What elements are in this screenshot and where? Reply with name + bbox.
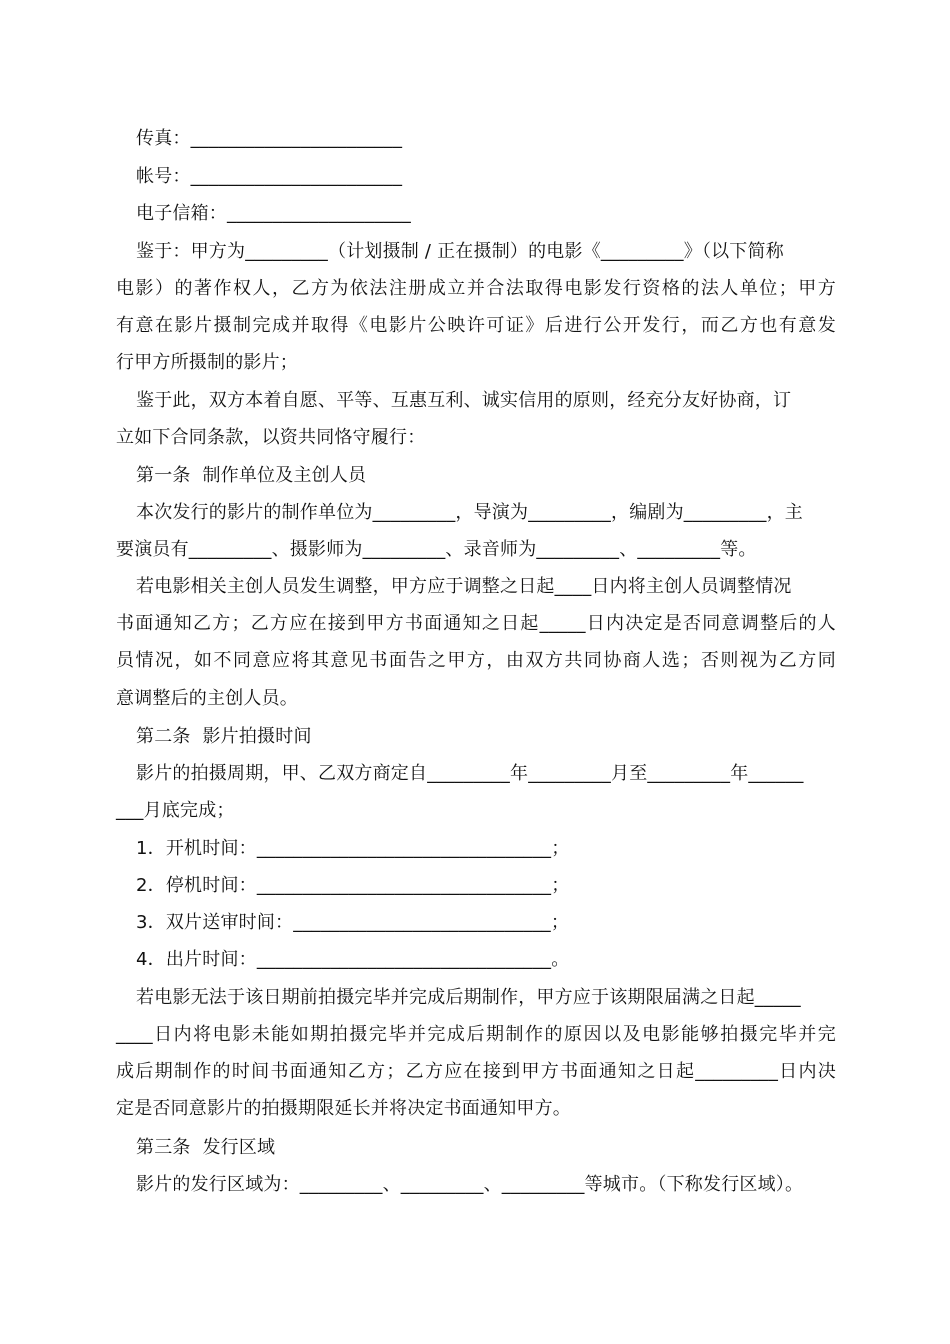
fax-line: 传真：_______________________ xyxy=(136,128,403,149)
schedule-item: 1．开机时间：________________________________； xyxy=(136,838,570,859)
article3-title: 第三条 发行区域 xyxy=(136,1137,276,1158)
article1-p1-line: 要演员有_________、摄影师为_________、录音师为_________、_________等。 xyxy=(116,539,757,560)
article2-p2-line: 成后期制作的时间书面通知乙方；乙方应在接到甲方书面通知之日起_________日内决 xyxy=(116,1061,836,1082)
article2-p2-line: 若电影无法于该日期前拍摄完毕并完成后期制作，甲方应于该期限届满之日起_____ xyxy=(136,987,801,1008)
article2-p1-line: 影片的拍摄周期，甲、乙双方商定自_________年_________月至_________年______ xyxy=(136,763,804,784)
account-line: 帐号：_______________________ xyxy=(136,166,403,187)
article2-title: 第二条 影片拍摄时间 xyxy=(136,726,312,747)
whereas1-line: 有意在影片摄制完成并取得《电影片公映许可证》后进行公开发行，而乙方也有意发 xyxy=(116,315,836,336)
article2-p2-line: 定是否同意影片的拍摄期限延长并将决定书面通知甲方。 xyxy=(116,1098,571,1119)
whereas1-line: 行甲方所摄制的影片； xyxy=(116,352,298,373)
whereas1-line: 电影）的著作权人，乙方为依法注册成立并合法取得电影发行资格的法人单位；甲方 xyxy=(116,278,836,299)
article1-p2-line: 意调整后的主创人员。 xyxy=(116,688,298,709)
whereas1-line: 鉴于：甲方为_________（计划摄制 / 正在摄制）的电影《_________》（以下简称 xyxy=(136,241,784,262)
whereas2-line: 鉴于此，双方本着自愿、平等、互惠互利、诚实信用的原则，经充分友好协商，订 xyxy=(136,390,792,411)
article1-p2-line: 书面通知乙方；乙方应在接到甲方书面通知之日起_____日内决定是否同意调整后的人 xyxy=(116,613,836,634)
whereas2-line: 立如下合同条款，以资共同恪守履行： xyxy=(116,427,426,448)
article2-p2-line: ____日内将电影未能如期拍摄完毕并完成后期制作的原因以及电影能够拍摄完毕并完 xyxy=(116,1024,836,1045)
article1-p2-line: 员情况，如不同意应将其意见书面告之甲方，由双方共同协商人选；否则视为乙方同 xyxy=(116,650,836,671)
article3-p1-line: 影片的发行区域为：_________、_________、_________等城市。（下称发行区域）。 xyxy=(136,1174,804,1195)
article2-p1-line: ___月底完成； xyxy=(116,800,235,821)
article1-p2-line: 若电影相关主创人员发生调整，甲方应于调整之日起____日内将主创人员调整情况 xyxy=(136,576,792,597)
email-line: 电子信箱：____________________ xyxy=(136,203,411,224)
schedule-item: 4．出片时间：________________________________。 xyxy=(136,949,570,970)
schedule-item: 2．停机时间：________________________________； xyxy=(136,875,570,896)
article1-p1-line: 本次发行的影片的制作单位为_________，导演为_________，编剧为_________，主 xyxy=(136,502,803,523)
article1-title: 第一条 制作单位及主创人员 xyxy=(136,465,367,486)
schedule-item: 3．双片送审时间：____________________________； xyxy=(136,912,570,933)
